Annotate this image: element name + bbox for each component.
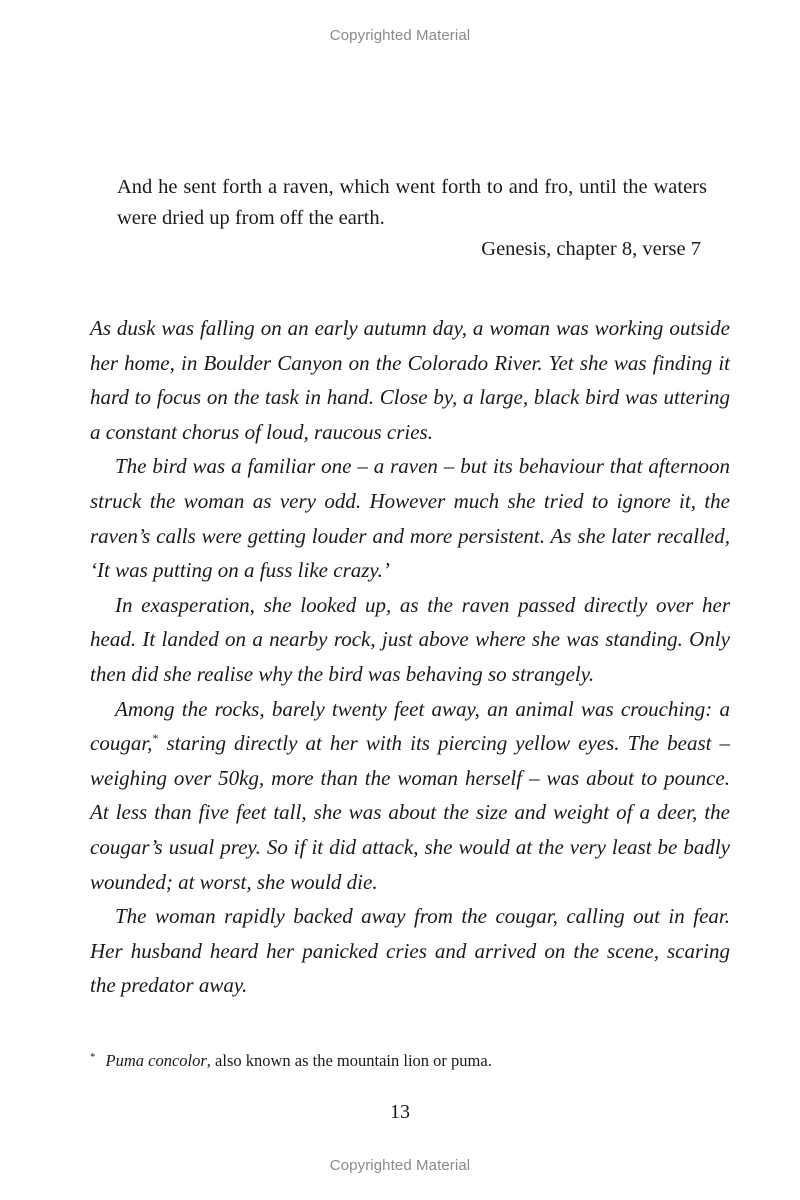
chapter-body [90,311,730,1003]
epigraph-source: Genesis, chapter 8, verse 7 [481,238,701,260]
copyright-watermark-bottom: Copyrighted Material [329,1157,471,1174]
paragraph-5: The woman rapidly backed away from the cougar, calling out in fear. Her husband heard her panicked cries and arrived on the scene, scaring the predator away. [90,904,730,998]
page-number: 13 [390,1101,410,1123]
paragraph-4-text-start: Among the rocks, barely twenty feet away, an animal was crouching: a cougar, [90,696,730,756]
footnote-text: , also known as the mountain lion or puma. [206,1051,492,1070]
footnote-latin-name: Puma concolor [105,1051,207,1070]
paragraph-4 [90,692,730,900]
epigraph [117,172,707,265]
footnote [90,1049,730,1073]
paragraph-3: In exasperation, she looked up, as the raven passed directly over her head. It landed on a nearby rock, just above where she was standing. Only then did she realise why the bird was behaving so strangely. [90,592,730,686]
copyright-watermark-top: Copyrighted Material [329,27,471,44]
epigraph-quote: And he sent forth a raven, which went forth to and fro, until the waters were dried up from off the earth. [117,176,707,229]
footnote-marker: * [90,1051,96,1063]
footnote-reference-marker: * [152,731,159,746]
paragraph-4-text-end: staring directly at her with its piercing yellow eyes. The beast – weighing over 50kg, more than the woman herself – was about to pounce. At less than five feet tall, she was about the size and weight of a deer, the cougar’s usual prey. So if it did attack, she would at the very least be badly wounded; at worst, she would die. [90,731,730,894]
paragraph-1: As dusk was falling on an early autumn day, a woman was working outside her home, in Boulder Canyon on the Colorado River. Yet she was finding it hard to focus on the task in hand. Close by, a large, black bird was uttering a constant chorus of loud, raucous cries. [90,316,730,444]
paragraph-2: The bird was a familiar one – a raven – but its behaviour that afternoon struck the woman as very odd. However much she tried to ignore it, the raven’s calls were getting louder and more persistent. As she later recalled, ‘It was putting on a fuss like crazy.’ [90,454,730,583]
